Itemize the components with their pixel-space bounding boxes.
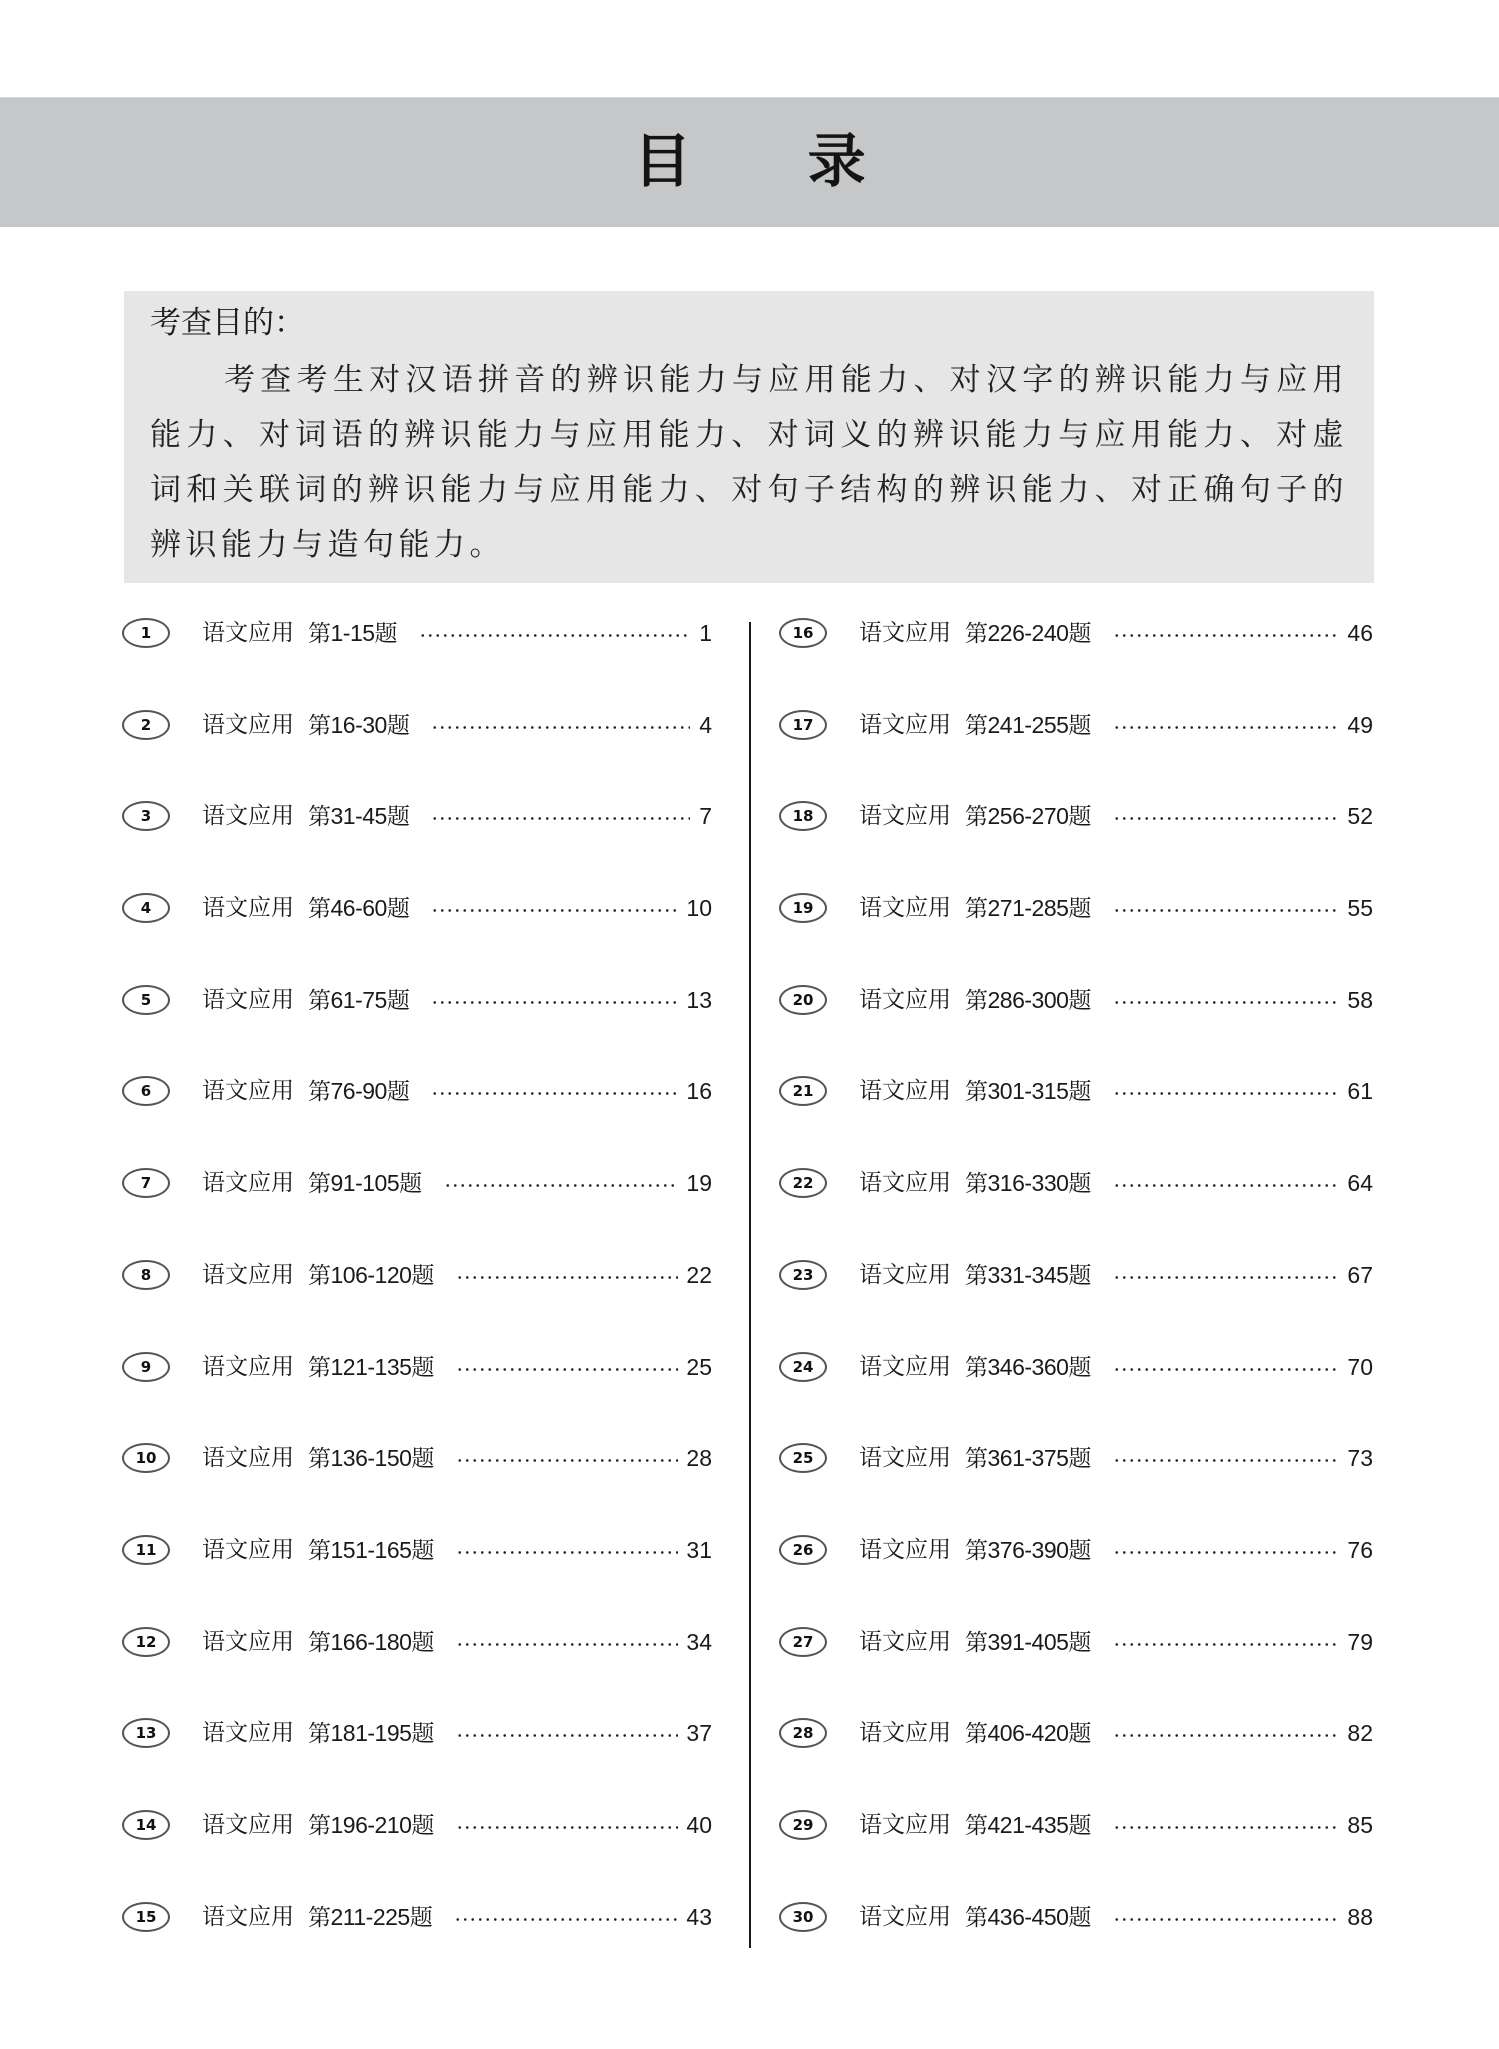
toc-entry-page[interactable]: 52 bbox=[1347, 803, 1373, 830]
dot-leader bbox=[431, 889, 678, 927]
toc-entry[interactable] bbox=[122, 1623, 712, 1715]
toc-entry-label: 语文应用 bbox=[859, 803, 951, 830]
toc-entry-page[interactable]: 73 bbox=[1347, 1445, 1373, 1472]
toc-entry-label: 语文应用 bbox=[859, 1811, 951, 1838]
chapter-number-badge: 12 bbox=[122, 1627, 170, 1657]
purpose-box bbox=[124, 291, 1374, 583]
toc-entry-label: 语文应用 bbox=[859, 1536, 951, 1563]
toc-entry-label: 语文应用 bbox=[202, 986, 294, 1013]
toc-entry-page[interactable]: 43 bbox=[686, 1903, 712, 1930]
toc-entry-label: 语文应用 bbox=[202, 895, 294, 922]
purpose-heading: 考查目的： bbox=[150, 305, 305, 341]
toc-entry[interactable] bbox=[122, 797, 712, 889]
toc-entry-range: 第241-255题 bbox=[965, 711, 1091, 738]
chapter-number-badge: 7 bbox=[122, 1168, 170, 1198]
toc-entry-range: 第421-435题 bbox=[965, 1811, 1091, 1838]
toc-entry-page[interactable]: 40 bbox=[686, 1811, 712, 1838]
toc-entry-range: 第271-285题 bbox=[965, 895, 1091, 922]
toc-entry-range: 第256-270题 bbox=[965, 803, 1091, 830]
toc-entry-range: 第211-225题 bbox=[308, 1903, 433, 1930]
toc-entry-page[interactable]: 19 bbox=[686, 1170, 712, 1197]
toc-entry[interactable] bbox=[779, 1898, 1373, 1990]
toc-entry-range: 第196-210题 bbox=[308, 1811, 434, 1838]
chapter-number-badge: 6 bbox=[122, 1076, 170, 1106]
chapter-number-badge: 5 bbox=[122, 985, 170, 1015]
chapter-number-badge: 15 bbox=[122, 1902, 170, 1932]
dot-leader bbox=[1113, 706, 1339, 744]
toc-entry[interactable] bbox=[122, 1256, 712, 1348]
toc-entry-range: 第301-315题 bbox=[965, 1078, 1091, 1105]
toc-entry-page[interactable]: 13 bbox=[686, 986, 712, 1013]
dot-leader bbox=[419, 614, 690, 652]
toc-entry[interactable] bbox=[779, 889, 1373, 981]
toc-entry-range: 第181-195题 bbox=[308, 1720, 434, 1747]
toc-entry-label: 语文应用 bbox=[859, 1353, 951, 1380]
toc-entry-page[interactable]: 34 bbox=[686, 1628, 712, 1655]
toc-entry-page[interactable]: 28 bbox=[686, 1445, 712, 1472]
chapter-number-badge: 25 bbox=[779, 1443, 827, 1473]
toc-entry[interactable] bbox=[122, 1164, 712, 1256]
toc-entry[interactable] bbox=[779, 1072, 1373, 1164]
toc-entry-page[interactable]: 22 bbox=[686, 1261, 712, 1288]
toc-entry[interactable] bbox=[779, 706, 1373, 798]
toc-entry-range: 第316-330题 bbox=[965, 1170, 1091, 1197]
toc-entry-range: 第136-150题 bbox=[308, 1445, 434, 1472]
toc-entry-range: 第286-300题 bbox=[965, 986, 1091, 1013]
toc-entry[interactable] bbox=[779, 981, 1373, 1073]
toc-entry-range: 第151-165题 bbox=[308, 1536, 434, 1563]
dot-leader bbox=[456, 1714, 678, 1752]
toc-entry-page[interactable]: 64 bbox=[1347, 1170, 1373, 1197]
toc-entry-page[interactable]: 70 bbox=[1347, 1353, 1373, 1380]
chapter-number-badge: 16 bbox=[779, 618, 827, 648]
toc-entry-label: 语文应用 bbox=[202, 1811, 294, 1838]
toc-entry-range: 第91-105题 bbox=[308, 1170, 422, 1197]
toc-entry-page[interactable]: 10 bbox=[686, 895, 712, 922]
toc-entry[interactable] bbox=[779, 614, 1373, 706]
chapter-number-badge: 20 bbox=[779, 985, 827, 1015]
dot-leader bbox=[456, 1439, 678, 1477]
chapter-number-badge: 9 bbox=[122, 1352, 170, 1382]
dot-leader bbox=[1113, 1348, 1339, 1386]
dot-leader bbox=[456, 1806, 678, 1844]
toc-entry-label: 语文应用 bbox=[859, 1261, 951, 1288]
toc-entry-page[interactable]: 7 bbox=[699, 803, 712, 830]
toc-entry-page[interactable]: 58 bbox=[1347, 986, 1373, 1013]
toc-entry[interactable] bbox=[779, 1531, 1373, 1623]
toc-entry-label: 语文应用 bbox=[202, 1628, 294, 1655]
dot-leader bbox=[1113, 1072, 1339, 1110]
toc-entry-label: 语文应用 bbox=[202, 1445, 294, 1472]
toc-entry[interactable] bbox=[779, 1439, 1373, 1531]
toc-entry-page[interactable]: 85 bbox=[1347, 1811, 1373, 1838]
toc-entry-label: 语文应用 bbox=[202, 1170, 294, 1197]
toc-entry-page[interactable]: 4 bbox=[699, 711, 712, 738]
toc-entry-range: 第406-420题 bbox=[965, 1720, 1091, 1747]
chapter-number-badge: 26 bbox=[779, 1535, 827, 1565]
dot-leader bbox=[431, 981, 678, 1019]
column-divider bbox=[749, 622, 751, 1948]
toc-entry-label: 语文应用 bbox=[202, 1353, 294, 1380]
toc-entry-range: 第226-240题 bbox=[965, 620, 1091, 646]
dot-leader bbox=[454, 1898, 678, 1936]
dot-leader bbox=[1113, 1714, 1339, 1752]
toc-entry-range: 第106-120题 bbox=[308, 1261, 434, 1288]
toc-entry[interactable] bbox=[122, 889, 712, 981]
toc-entry-label: 语文应用 bbox=[859, 986, 951, 1013]
toc-entry-page[interactable]: 88 bbox=[1347, 1903, 1373, 1930]
chapter-number-badge: 8 bbox=[122, 1260, 170, 1290]
purpose-body: 考查考生对汉语拼音的辨识能力与应用能力、对汉字的辨识能力与应用能力、对词语的辨识能力与应用能力、对词义的辨识能力与应用能力、对虚词和关联词的辨识能力与应用能力、对句子结构的辨识能力、对正确句子的辨识能力与造句能力。 bbox=[150, 362, 1348, 563]
toc-entry-range: 第376-390题 bbox=[965, 1536, 1091, 1563]
dot-leader bbox=[444, 1164, 679, 1202]
toc-entry[interactable] bbox=[122, 614, 712, 706]
toc-column-right bbox=[779, 614, 1373, 1989]
toc-entry-label: 语文应用 bbox=[202, 1078, 294, 1105]
chapter-number-badge: 29 bbox=[779, 1810, 827, 1840]
chapter-number-badge: 28 bbox=[779, 1718, 827, 1748]
toc-entry-label: 语文应用 bbox=[859, 711, 951, 738]
toc-entry[interactable] bbox=[779, 797, 1373, 889]
chapter-number-badge: 21 bbox=[779, 1076, 827, 1106]
chapter-number-badge: 23 bbox=[779, 1260, 827, 1290]
chapter-number-badge: 30 bbox=[779, 1902, 827, 1932]
toc-entry-label: 语文应用 bbox=[202, 711, 294, 738]
dot-leader bbox=[431, 706, 690, 744]
chapter-number-badge: 22 bbox=[779, 1168, 827, 1198]
chapter-number-badge: 24 bbox=[779, 1352, 827, 1382]
toc-entry-label: 语文应用 bbox=[202, 1261, 294, 1288]
toc-entry-label: 语文应用 bbox=[859, 1628, 951, 1655]
toc-entry-range: 第46-60题 bbox=[308, 895, 410, 922]
chapter-number-badge: 11 bbox=[122, 1535, 170, 1565]
dot-leader bbox=[1113, 1439, 1339, 1477]
toc-entry-label: 语文应用 bbox=[202, 1903, 294, 1930]
toc-entry[interactable] bbox=[779, 1164, 1373, 1256]
toc-entry-range: 第436-450题 bbox=[965, 1903, 1091, 1930]
toc-entry-page[interactable]: 55 bbox=[1347, 895, 1373, 922]
chapter-number-badge: 17 bbox=[779, 710, 827, 740]
dot-leader bbox=[1113, 1623, 1339, 1661]
chapter-number-badge: 27 bbox=[779, 1627, 827, 1657]
toc-entry-label: 语文应用 bbox=[202, 1720, 294, 1747]
toc-entry[interactable] bbox=[122, 1348, 712, 1440]
dot-leader bbox=[456, 1623, 678, 1661]
toc-entry-range: 第166-180题 bbox=[308, 1628, 434, 1655]
dot-leader bbox=[1113, 797, 1339, 835]
toc-entry-page[interactable]: 76 bbox=[1347, 1536, 1373, 1563]
toc-entry[interactable] bbox=[122, 981, 712, 1073]
toc-entry[interactable] bbox=[779, 1806, 1373, 1898]
toc-entry[interactable] bbox=[122, 706, 712, 798]
chapter-number-badge: 3 bbox=[122, 801, 170, 831]
toc-entry-page[interactable]: 16 bbox=[686, 1078, 712, 1105]
toc-entry-label: 语文应用 bbox=[859, 1170, 951, 1197]
toc-entry-label: 语文应用 bbox=[859, 1903, 951, 1930]
toc-entry-range: 第346-360题 bbox=[965, 1353, 1091, 1380]
toc-entry-page[interactable]: 37 bbox=[686, 1720, 712, 1747]
title-band bbox=[0, 97, 1499, 227]
chapter-number-badge: 19 bbox=[779, 893, 827, 923]
toc-entry[interactable] bbox=[122, 1714, 712, 1806]
toc-entry[interactable] bbox=[779, 1348, 1373, 1440]
toc-entry-label: 语文应用 bbox=[859, 895, 951, 922]
chapter-number-badge: 4 bbox=[122, 893, 170, 923]
dot-leader bbox=[431, 797, 690, 835]
dot-leader bbox=[1113, 1531, 1339, 1569]
toc-entry[interactable] bbox=[122, 1806, 712, 1898]
dot-leader bbox=[456, 1256, 678, 1294]
toc-column-left bbox=[122, 614, 712, 1989]
toc-entry-page[interactable]: 46 bbox=[1347, 620, 1373, 646]
toc-entry-range: 第1-15题 bbox=[308, 620, 398, 646]
toc-entry[interactable] bbox=[122, 1072, 712, 1164]
dot-leader bbox=[456, 1348, 678, 1386]
toc-entry-label: 语文应用 bbox=[859, 1078, 951, 1105]
dot-leader bbox=[431, 1072, 678, 1110]
toc-entry[interactable] bbox=[779, 1623, 1373, 1715]
toc-entry-label: 语文应用 bbox=[859, 620, 951, 646]
toc-entry-page[interactable]: 49 bbox=[1347, 711, 1373, 738]
toc-entry-page[interactable]: 1 bbox=[699, 620, 712, 646]
toc-entry[interactable] bbox=[779, 1256, 1373, 1348]
toc-entry[interactable] bbox=[122, 1898, 712, 1990]
toc-entry-range: 第331-345题 bbox=[965, 1261, 1091, 1288]
chapter-number-badge: 14 bbox=[122, 1810, 170, 1840]
toc-entry-label: 语文应用 bbox=[859, 1445, 951, 1472]
toc-entry-page[interactable]: 31 bbox=[686, 1536, 712, 1563]
toc-entry-range: 第361-375题 bbox=[965, 1445, 1091, 1472]
toc-entry[interactable] bbox=[122, 1439, 712, 1531]
toc-entry-page[interactable]: 67 bbox=[1347, 1261, 1373, 1288]
toc-entry-range: 第16-30题 bbox=[308, 711, 410, 738]
dot-leader bbox=[1113, 981, 1339, 1019]
toc-entry[interactable] bbox=[779, 1714, 1373, 1806]
dot-leader bbox=[1113, 1898, 1339, 1936]
toc-entry-label: 语文应用 bbox=[202, 803, 294, 830]
toc-entry-page[interactable]: 82 bbox=[1347, 1720, 1373, 1747]
toc-entry-range: 第76-90题 bbox=[308, 1078, 410, 1105]
toc-entry-label: 语文应用 bbox=[202, 1536, 294, 1563]
toc-entry[interactable] bbox=[122, 1531, 712, 1623]
chapter-number-badge: 13 bbox=[122, 1718, 170, 1748]
chapter-number-badge: 10 bbox=[122, 1443, 170, 1473]
toc-entry-page[interactable]: 61 bbox=[1347, 1078, 1373, 1105]
dot-leader bbox=[1113, 1806, 1339, 1844]
toc-entry-label: 语文应用 bbox=[859, 1720, 951, 1747]
toc-entry-range: 第31-45题 bbox=[308, 803, 410, 830]
dot-leader bbox=[456, 1531, 678, 1569]
toc-entry-label: 语文应用 bbox=[202, 620, 294, 646]
toc-entry-page[interactable]: 25 bbox=[686, 1353, 712, 1380]
toc-entry-range: 第61-75题 bbox=[308, 986, 410, 1013]
toc-entry-range: 第121-135题 bbox=[308, 1353, 434, 1380]
chapter-number-badge: 1 bbox=[122, 618, 170, 648]
toc-entry-range: 第391-405题 bbox=[965, 1628, 1091, 1655]
page-title: 目 录 bbox=[633, 127, 914, 195]
dot-leader bbox=[1113, 1164, 1339, 1202]
dot-leader bbox=[1113, 889, 1339, 927]
chapter-number-badge: 2 bbox=[122, 710, 170, 740]
chapter-number-badge: 18 bbox=[779, 801, 827, 831]
dot-leader bbox=[1113, 614, 1339, 652]
dot-leader bbox=[1113, 1256, 1339, 1294]
toc-entry-page[interactable]: 79 bbox=[1347, 1628, 1373, 1655]
